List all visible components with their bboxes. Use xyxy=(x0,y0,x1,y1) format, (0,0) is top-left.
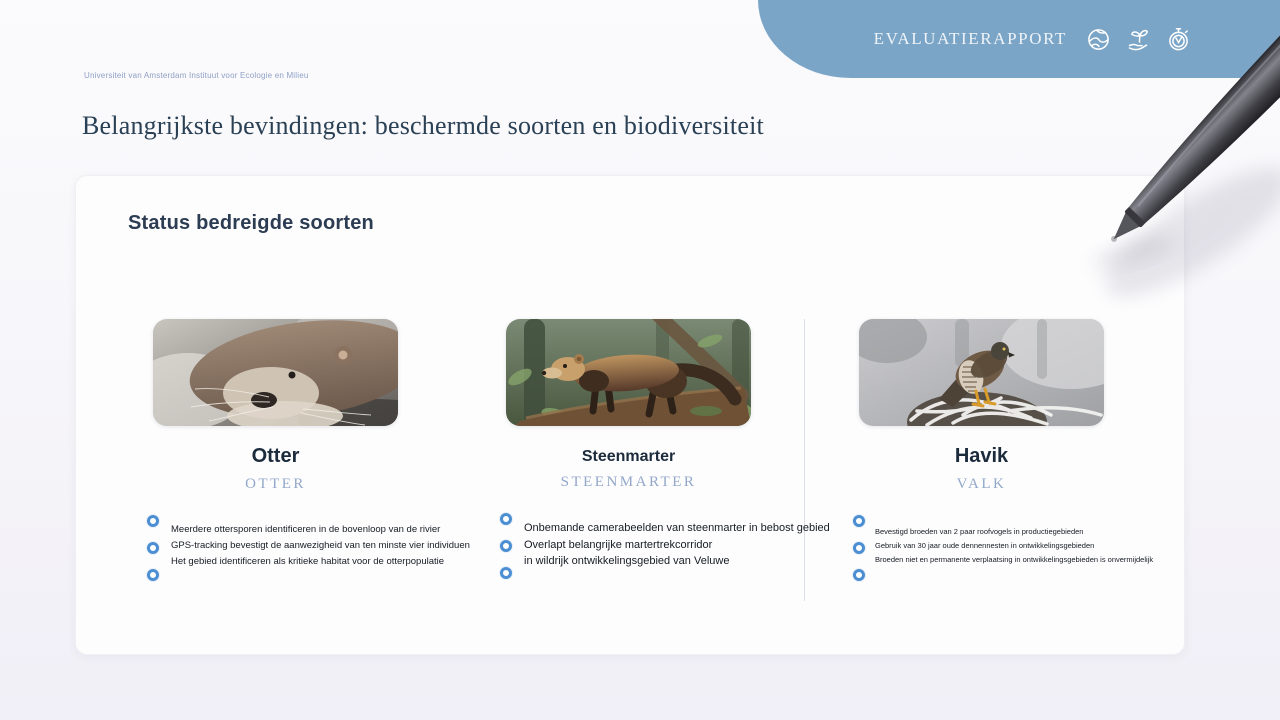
bullet-item: Broeden niet en permanente verplaatsing in ontwikkelingsgebieden is onvermijdelijk xyxy=(875,555,1154,564)
bullet-ring-icon xyxy=(147,515,159,527)
otter-photo xyxy=(153,319,398,426)
species-subtitle: VALK xyxy=(956,476,1007,492)
bullet-rings xyxy=(500,513,512,579)
bullet-item: in wildrijk ontwikkelingsgebied van Veluwe xyxy=(524,555,730,567)
bullet-ring-icon xyxy=(500,540,512,552)
bullet-list xyxy=(99,515,470,587)
bullet-rings xyxy=(147,515,159,581)
banner-icons xyxy=(1085,26,1192,53)
species-title: Otter xyxy=(251,445,300,467)
bullet-ring-icon xyxy=(853,569,865,581)
bullet-ring-icon xyxy=(147,569,159,581)
report-banner xyxy=(758,0,1280,78)
hand-plant-icon xyxy=(1125,26,1152,53)
species-subtitle: STEENMARTER xyxy=(560,474,697,490)
species-card-otter xyxy=(99,319,470,587)
page-title: Belangrijkste bevindingen: beschermde soorten en biodiversiteit xyxy=(82,111,764,140)
institution-label: Universiteit van Amsterdam Instituut voor Ecologie en Milieu xyxy=(84,71,309,80)
bullet-ring-icon xyxy=(853,542,865,554)
species-columns xyxy=(99,319,1158,587)
bullet-ring-icon xyxy=(500,567,512,579)
globe-leaf-icon xyxy=(1085,26,1112,53)
bullet-item: Onbemande camerabeelden van steenmarter in bebost gebied xyxy=(524,522,830,534)
species-card-steenmarter xyxy=(452,319,830,587)
species-title: Havik xyxy=(954,445,1009,467)
bullet-ring-icon xyxy=(500,513,512,525)
bullet-item: Meerdere ottersporen identificeren in de bovenloop van de rivier xyxy=(171,524,441,535)
findings-panel xyxy=(75,175,1185,655)
banner-title: EVALUATIERAPPORT xyxy=(873,29,1067,48)
bullet-ring-icon xyxy=(853,515,865,527)
bullet-item: Gebruik van 30 jaar oude dennennesten in ontwikkelingsgebieden xyxy=(875,541,1095,550)
bullet-ring-icon xyxy=(147,542,159,554)
bullet-list xyxy=(452,513,830,585)
havik-photo xyxy=(859,319,1104,426)
species-card-havik xyxy=(805,319,1158,587)
bullet-item: Het gebied identificeren als kritieke habitat voor de otterpopulatie xyxy=(171,556,445,567)
bullet-item: Bevestigd broeden van 2 paar roofvogels in productiegebieden xyxy=(875,527,1084,536)
bullet-list xyxy=(805,515,1158,587)
species-title: Steenmarter xyxy=(581,448,676,465)
bullet-item: GPS-tracking bevestigt de aanwezigheid van ten minste vier individuen xyxy=(171,540,470,551)
steenmarter-photo xyxy=(506,319,751,426)
bullet-rings xyxy=(853,515,865,581)
bullet-item: Overlapt belangrijke martertrekcorridor xyxy=(524,538,713,551)
species-subtitle: OTTER xyxy=(245,476,306,492)
panel-heading: Status bedreigde soorten xyxy=(128,212,374,234)
stopwatch-icon xyxy=(1165,26,1192,53)
